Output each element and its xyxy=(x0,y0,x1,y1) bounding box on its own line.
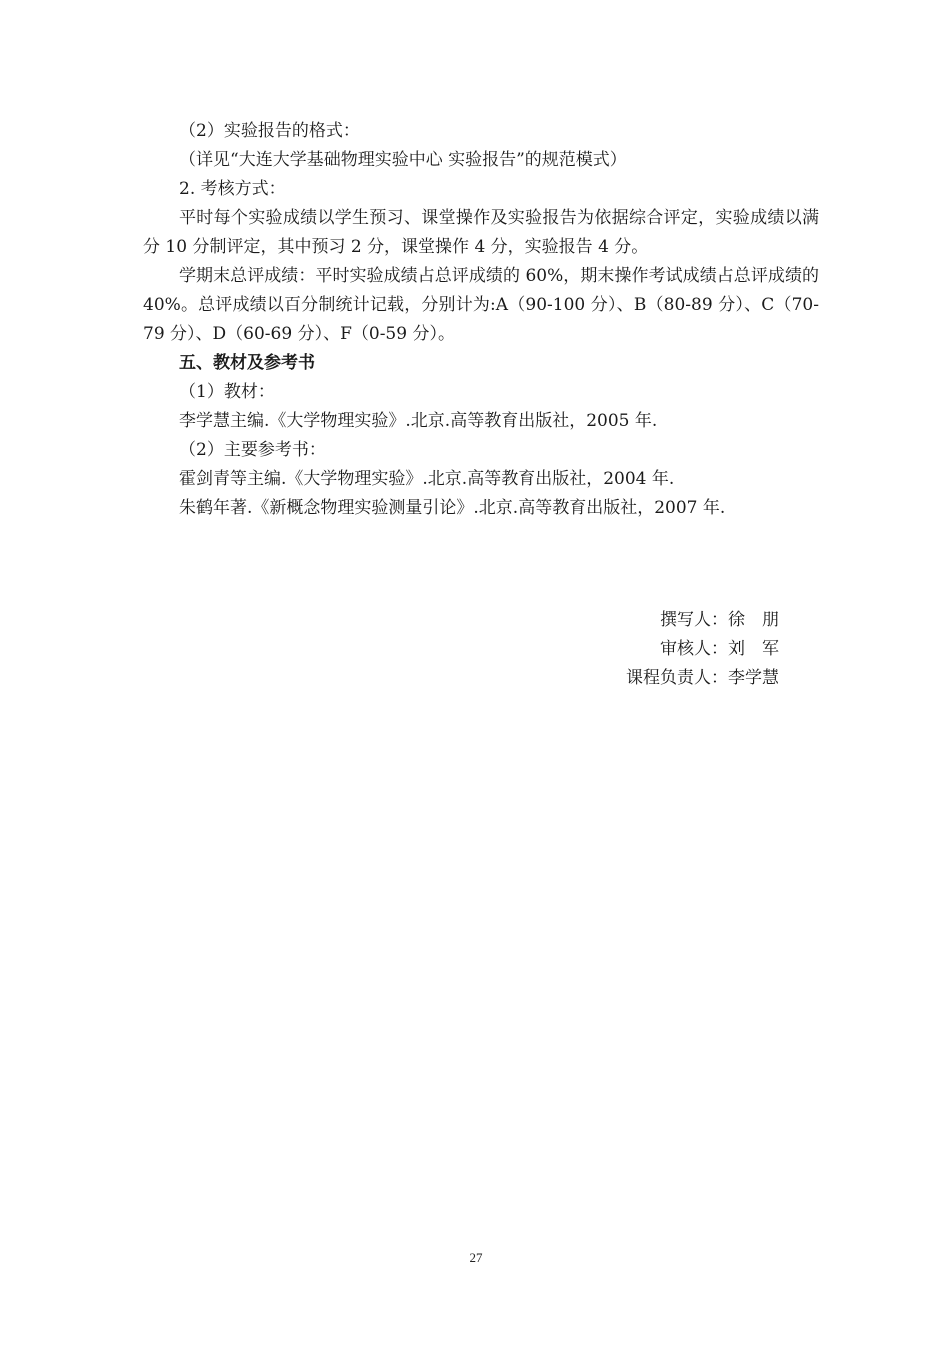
reviewer-signature: 审核人：刘 军 xyxy=(660,639,779,659)
reference-item: 霍剑青等主编.《大学物理实验》.北京.高等教育出版社，2004 年. xyxy=(179,469,675,489)
textbook-label: （1）教材： xyxy=(179,382,275,402)
page-number: 27 xyxy=(469,1250,483,1265)
page-content xyxy=(143,117,819,523)
course-lead-signature: 课程负责人：李学慧 xyxy=(626,668,779,688)
assessment-paragraph-1: 平时每个实验成绩以学生预习、课堂操作及实验报告为依据综合评定，实验成绩以满分 10 分制评定，其中预习 2 分，课堂操作 4 分，实验报告 4 分。 xyxy=(143,208,819,257)
assessment-label: 2. 考核方式： xyxy=(179,179,286,199)
writer-signature: 撰写人：徐 朋 xyxy=(660,610,779,630)
assessment-paragraph-2: 学期末总评成绩：平时实验成绩占总评成绩的 60%，期末操作考试成绩占总评成绩的 40%。总评成绩以百分制统计记载，分别计为:A（90-100 分）、B（80-89 分）、C（70-79 分）、D（60-69 分）、F（0-59 分）。 xyxy=(143,266,819,344)
signature-block xyxy=(626,606,779,693)
textbook-item: 李学慧主编.《大学物理实验》.北京.高等教育出版社，2005 年. xyxy=(179,411,658,431)
reference-item: 朱鹤年著.《新概念物理实验测量引论》.北京.高等教育出版社，2007 年. xyxy=(179,498,726,518)
report-format-note: （详见“大连大学基础物理实验中心 实验报告”的规范模式） xyxy=(179,150,627,170)
section-heading: 五、教材及参考书 xyxy=(179,353,315,373)
references-label: （2）主要参考书： xyxy=(179,440,326,460)
report-format-label: （2）实验报告的格式： xyxy=(179,121,360,141)
